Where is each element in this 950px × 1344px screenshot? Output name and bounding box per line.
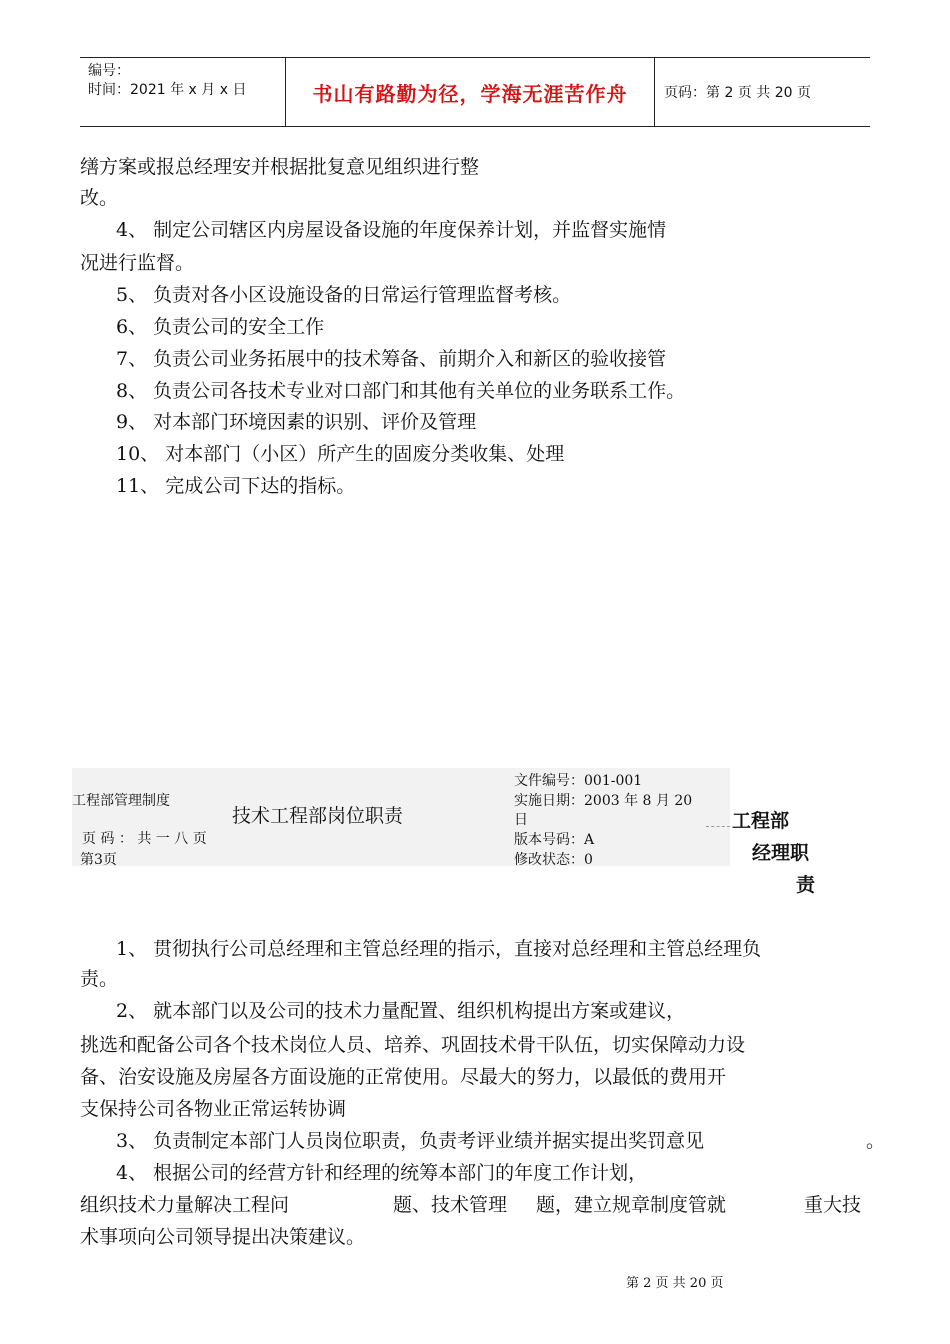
side-title-text: 工程部 [732, 810, 790, 832]
body-line: 缮方案或报总经理安并根据批复意见组织进行整 [80, 156, 480, 178]
body-line: 题、技术管理 [393, 1194, 508, 1216]
body-line: 6、 负责公司的安全工作 [116, 316, 325, 338]
body-line: 重大技 [804, 1194, 862, 1216]
body-line: 题，建立规章制度管就 [536, 1194, 727, 1216]
header-time: 时间：2021 年 x 月 x 日 [88, 82, 247, 98]
body-line: 3、 负责制定本部门人员岗位职责，负责考评业绩并据实提出奖罚意见 [116, 1130, 705, 1152]
body-line: 10、 对本部门（小区）所产生的固废分类收集、处理 [116, 443, 565, 465]
body-line: 挑选和配备公司各个技术岗位人员、培养、巩固技术骨干队伍，切实保障动力设 [80, 1034, 746, 1056]
body-line: 术事项向公司领导提出决策建议。 [80, 1226, 366, 1248]
doc-revision: 修改状态：0 [514, 852, 593, 868]
doc-version: 版本号码：A [514, 832, 595, 848]
doc-category: 工程部管理制度 [72, 793, 170, 809]
body-line: 4、 根据公司的经营方针和经理的统筹本部门的年度工作计划， [116, 1162, 648, 1184]
side-title-line-1 [706, 806, 789, 833]
side-title-line-2: 经理职 [752, 842, 810, 864]
body-line: 备、治安设施及房屋各方面设施的正常使用。尽最大的努力，以最低的费用开 [80, 1066, 727, 1088]
body-line: 况进行监督。 [80, 252, 195, 274]
side-title-line-3: 责 [796, 874, 816, 896]
page-header [80, 57, 870, 127]
body-line: 8、 负责公司各技术专业对口部门和其他有关单位的业务联系工作。 [116, 380, 686, 402]
header-page-info: 页码：第 2 页 共 20 页 [664, 85, 811, 101]
body-line: 责。 [80, 968, 119, 990]
body-line: 11、 完成公司下达的指标。 [116, 475, 356, 497]
doc-file-number: 文件编号：001-001 [514, 773, 643, 789]
body-line: 5、 负责对各小区设施设备的日常运行管理监督考核。 [116, 284, 572, 306]
body-line: 9、 对本部门环境因素的识别、评价及管理 [116, 411, 477, 433]
header-meta [88, 62, 246, 100]
body-line: 1、 贯彻执行公司总经理和主管总经理的指示，直接对总经理和主管总经理负 [116, 938, 762, 960]
body-line: 组织技术力量解决工程问 [80, 1194, 290, 1216]
dashed-rule [706, 826, 730, 827]
header-motto: 书山有路勤为径，学海无涯苦作舟 [285, 58, 655, 126]
header-number: 编号： [88, 63, 130, 79]
body-line: 。 [866, 1130, 886, 1152]
doc-title: 技术工程部岗位职责 [232, 805, 404, 827]
doc-page-number: 第3页 [80, 852, 117, 868]
page-footer: 第 2 页 共 20 页 [626, 1276, 724, 1291]
body-line: 7、 负责公司业务拓展中的技术筹备、前期介入和新区的验收接管 [116, 348, 667, 370]
doc-page-count: 页 码 ： 共 一 八 页 [82, 831, 207, 847]
body-line: 改。 [80, 187, 119, 209]
body-line: 支保持公司各物业正常运转协调 [80, 1098, 347, 1120]
doc-impl-date: 实施日期：2003 年 8 月 20 [514, 793, 693, 809]
body-line: 2、 就本部门以及公司的技术力量配置、组织机构提出方案或建议， [116, 1000, 686, 1022]
body-line: 4、 制定公司辖区内房屋设备设施的年度保养计划，并监督实施情 [116, 219, 667, 241]
doc-impl-date-cont: 日 [514, 812, 528, 828]
